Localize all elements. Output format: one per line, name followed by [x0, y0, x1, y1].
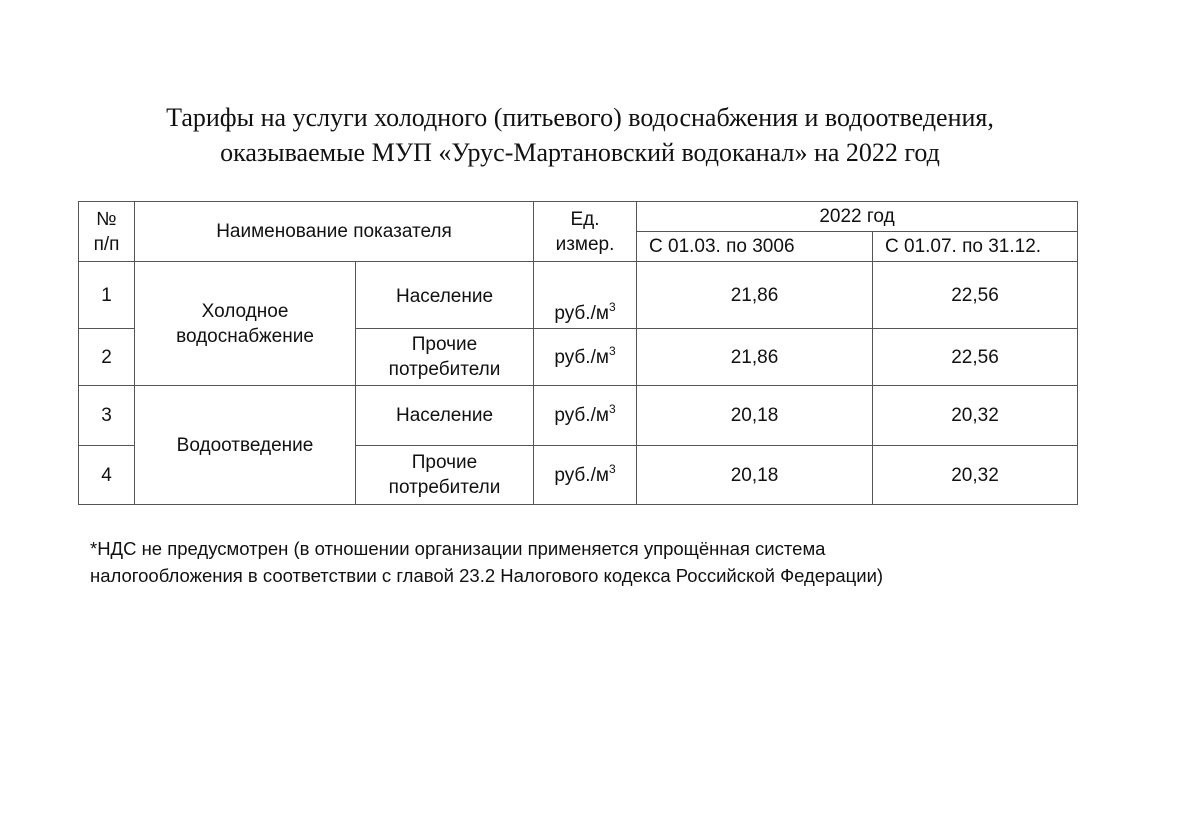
unit-cell	[534, 446, 637, 505]
title-line-2: оказываемые МУП «Урус-Мартановский водоканал» на 2022 год	[220, 138, 940, 167]
unit-superscript: 3	[608, 343, 616, 358]
header-number-line1: №	[96, 208, 117, 230]
row-number: 2	[79, 329, 135, 386]
header-indicator: Наименование показателя	[135, 202, 534, 262]
price-period-1: 21,86	[637, 329, 873, 386]
consumer-label-line1: Прочие	[411, 452, 478, 473]
consumer-cell	[356, 329, 534, 386]
group-label-line1: Водоотведение	[176, 434, 314, 456]
group-label-line2: водоснабжение	[176, 325, 314, 347]
unit-text: руб./м	[554, 405, 609, 426]
price-period-1: 20,18	[637, 386, 873, 446]
unit-cell	[534, 329, 637, 386]
consumer-label-line2: потребители	[388, 477, 501, 498]
tariff-table	[78, 201, 1078, 505]
table-row	[79, 262, 1078, 329]
unit-superscript: 3	[608, 300, 616, 314]
price-period-2: 22,56	[873, 262, 1078, 329]
row-number: 1	[79, 262, 135, 329]
consumer-label: Население	[395, 405, 494, 426]
consumer-cell	[356, 386, 534, 446]
vat-footnote	[90, 535, 1090, 589]
unit-cell	[534, 262, 637, 329]
consumer-cell	[356, 262, 534, 329]
consumer-label-line2: потребители	[388, 359, 501, 380]
row-number: 3	[79, 386, 135, 446]
title-line-1: Тарифы на услуги холодного (питьевого) водоснабжения и водоотведения,	[166, 103, 994, 132]
header-row-1	[79, 202, 1078, 232]
unit-text: руб./м	[554, 464, 609, 486]
unit-text: руб./м	[554, 303, 609, 324]
unit-text: руб./м	[554, 346, 609, 368]
table-row	[79, 386, 1078, 446]
header-number-line2: п/п	[93, 233, 120, 255]
header-period-2: С 01.07. по 31.12.	[873, 232, 1078, 262]
header-year: 2022 год	[637, 202, 1078, 232]
consumer-cell	[356, 446, 534, 505]
group-sewerage	[135, 386, 356, 505]
unit-superscript: 3	[608, 402, 616, 416]
consumer-label-line1: Прочие	[411, 334, 478, 355]
price-period-1: 21,86	[637, 262, 873, 329]
group-cold-water	[135, 262, 356, 386]
footnote-line-2: налогообложения в соответствии с главой 23.2 Налогового кодекса Российской Федерации)	[90, 565, 884, 586]
header-unit	[534, 202, 637, 262]
header-number	[79, 202, 135, 262]
unit-cell	[534, 386, 637, 446]
row-number: 4	[79, 446, 135, 505]
header-unit-line2: измер.	[555, 233, 615, 255]
header-unit-line1: Ед.	[570, 208, 600, 230]
price-period-2: 22,56	[873, 329, 1078, 386]
unit-superscript: 3	[608, 461, 616, 476]
footnote-line-1: *НДС не предусмотрен (в отношении организации применяется упрощённая система	[90, 538, 826, 559]
price-period-1: 20,18	[637, 446, 873, 505]
consumer-label: Население	[395, 286, 494, 307]
price-period-2: 20,32	[873, 386, 1078, 446]
price-period-2: 20,32	[873, 446, 1078, 505]
group-label-line1: Холодное	[201, 300, 289, 322]
document-title	[0, 100, 1160, 170]
header-period-1: С 01.03. по 3006	[637, 232, 873, 262]
